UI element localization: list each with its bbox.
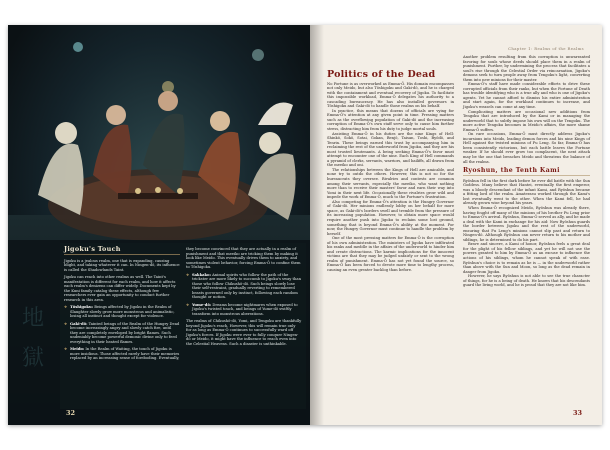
body-paragraph: Brave and sincere, a Kami of honor, Ryōshun feels a great deal for the plight of his fellow siblings, and yet he will not use the powers granted to him by Emma-Ō as an excuse to influence the actions of his siblings, whom he cannot speak of with ease. Ryōshun's choice is to remain as he is — in the underworld rather than above with the Sun and Moon, so long as the dead remain in danger from Jigoku. [463, 242, 590, 274]
text-column-right [463, 55, 590, 288]
sidebar-paragraph: The realms of Chikushō-dō, Yomi, and Tengoku are thankfully beyond Jigoku's reach. However, this will remain true only for as long as Emma-Ō continues to successfully ward off Jigoku's forces. If Jigoku were ever to fully conquer Ningen-dō or Meido, it might have the influence to reach even into the Celestial Heavens. Such a disaster is unthinkable. [186, 319, 302, 346]
right-page [310, 25, 602, 425]
body-paragraph: Another problem resulting from this corruption is unwarranted favoring for souls whose deeds should place them in a realm of punishment. Further, by undermining the process that facilitates a soul's rise through the Celestial Order via reincarnation, Jigoku's demons seek to turn people away from Tengoku's light, converting them into new minions for their master. [463, 55, 590, 82]
realm-bullet: ❖ Meido: In the Realm of Waiting, the touch of Jigoku is more insidious. Those affected rarely have their memories replaced by an increasing sense of foreboding. Eventually, [64, 347, 180, 361]
left-page [8, 25, 310, 425]
body-paragraph: When Emma-Ō recognized Meido, Ryōshun was already there, having fought off many of the minions of his brother Fu Leng prior to Emma-Ō's arrival. Ryōshun, Emma-Ō served as ally, and he made a deal with the Kami in exchange for his aid: Now Ryōshun guards the border between Jigoku and the rest of the underworld, ensuring that Fu Leng's minions cannot slip past and return to Ningen-dō. Although Ryōshun can never return to his mother and siblings, he is determined to do his part. [463, 205, 590, 242]
realm-list [186, 273, 302, 317]
body-paragraph: The relationships between the Kings of Hell are amicable, and none try to outdo the others. However, this is not so for the bureaucrats they oversee. Rivalries and contests are common among their servants, especially the meeiko, who want nothing more than to receive their masters' favor and earn their way into Yomi in their next life. Occasionally these rivalries grow wild and impede the work of Emma-Ō, much to the Fortune's frustration. [327, 167, 454, 200]
page-number-right: 33 [572, 409, 582, 417]
body-paragraph: Also competing for Emma-Ō's attention is the Hungry Governor of Gaki-dō. Her minions endlessly lobby on her behalf for more space, as Gaki-dō's borders swell and tremble from the pressure of its increasing population. However, to obtain more space would require another push into Jigoku to reclaim some lost ground, something that is beyond Emma-Ō's ability at the moment. For now, the Hungry Governor must continue to handle the problem by herself. [327, 199, 454, 236]
sidebar-column-2 [186, 247, 302, 407]
book-spread [8, 25, 602, 425]
realm-bullet: ❖ Gaki-dō: Tainted beings of the Realm of the Hungry Dead become increasingly angry and slowly catch fire, until they are completely enveloped by bright flames. Such undeniably become powerful demonic divine only to feed everything in their heated flames. [64, 322, 180, 345]
sidebar-paragraph: they become convinced that they are actually in a realm of punishment and that meeiko are tricking them by making it look like Meido. This eventually drives them to anxiety, and sometimes violent behavior, forcing Emma-Ō to confine them to Tōshigoku. [186, 247, 301, 269]
body-paragraph: However, he says Ryōshun is not able to see the true character of things, for he is a being of death. He knows that his descendants guard the living world, and he is proud that they are not like him. [463, 274, 590, 288]
body-paragraph: One of the most pressing matters for Emma-Ō is the corruption of his own administration. The ministers of Jigoku have infiltrated his ranks and meddle in the affairs of the underworld to hinder him and create distractions. The karmic implications for the innocent victims are that they may be judged unfairly or sent to the wrong realm of punishment. Emma-Ō has not yet found the source, so Emma-Ō has been forced to devote more time to lengthy process, causing an even greater backlog than before. [327, 236, 454, 272]
realm-bullet: ❖ Tōshigoku: Beings affected by Jigoku in the Realm of Slaughter slowly grow more monstrous and animalistic, losing all instinct and thought except for violence. [64, 305, 180, 319]
page-number-left: 32 [66, 409, 76, 417]
svg-text:獄: 獄 [22, 346, 45, 371]
sidebar-title: Jigoku's Touch [64, 247, 180, 255]
svg-text:地: 地 [22, 306, 45, 331]
body-paragraph: No Fortune is as overworked as Emma-Ō. His domain encompasses not only Meido, but also Tōshigoku and Gaki-dō, and he is charged with the containment and eventual recovery of Jigoku. To facilitate this impossible workload, Emma-Ō delegates his authority to a cascading bureaucracy. He has also installed governors in Tōshigoku and Gaki-dō to handle those realms on his behalf. [327, 81, 454, 109]
text-column-left [327, 55, 454, 273]
realm-list [64, 305, 180, 361]
body-paragraph: Ryōshun fell in the first dark before he ever did battle with the Sun Goddess. Many believe that Hantei, eventually the first emperor, was a bloody descendant of the infant Kami, and Ryōshun became a fitting lord of the realm. Amaterasu worked through the Kami's lost eventually went to the other. When the Kami fell, he had already grown wise beyond his years. [463, 178, 590, 206]
section-title: Politics of the Dead [327, 69, 436, 80]
realm-bullet: ❖ Sakkako: Animal spirits who follow the path of the trickster are more likely to succumb to Jigoku's sway than those who follow Chikushō-dō. Such beings slowly lose their self-restraint, gradually reverting to remembered beasts governed only by instinct, following each random thought or notion. [186, 273, 302, 300]
sidebar-column-1 [64, 247, 180, 407]
sidebar-paragraph: Jigoku is a jealous realm, one that is expanding, causing blight, and taking whatever it can. In Ningen-dō, its influence is called the Shadowlands Taint. [64, 258, 180, 272]
jigoku-sidebar [64, 247, 302, 407]
body-paragraph: In practice, this means that dozens of officials are vying for Emma-Ō's attention at any given point in time. Pressing matters such as the overflowing population of Gaki-dō and the increasing corruption of Emma-Ō's own staff serve only to cause him further stress, distracting him from his duty to judge mortal souls. [327, 108, 454, 132]
subsection-title: Ryoshun, the Tenth Kami [463, 169, 590, 176]
running-head: Chapter 1: Realms of the Realms [508, 46, 584, 51]
sidebar-paragraph: Jigoku can reach into other realms as well. The Taint's manifestation is different for each realm, and how it affects each realm's denizens can differ widely. Documents kept by the Kuni family catalog these effects, although few researchers ever gain an opportunity to conduct further research in this area. [64, 275, 176, 302]
realm-bullet: ❖ Yume-dō: Dreams become nightmares when exposed to Jigoku's twisted touch, and beings of Yume-dō swiftly transform into monstrous aberrations. [186, 303, 302, 317]
body-paragraph: On rare occasions, Emma-Ō must directly address Jigoku's incursions into Meido, leading demon forces and his nine Kings of Hell against the twisted minions of Fu Leng. So far, Emma-Ō has been consistently victorious, but each battle leaves the Fortune weaker. If he should ever grow too complacent, the next attack may be the one that breaches Meido and threatens the balance of all the realms. [463, 132, 590, 164]
body-paragraph: Assisting Emma-Ō in his duties are the nine Kings of Hell: Shinkō, Sokō, Sotai, Gokan, Benjō, Taisan, Toshi, Byōdō, and Tenrin. These beings earned this trust by accompanying him in reclaiming the rest of the underworld from Jigoku, and they are his most trusted lieutenants. A being seeking Emma-Ō's favor must attempt to encounter one of the nine. Each King of Hell commands a pyramid of clerks, servants, warriors, and bailiffs, all drawn from the meeiko and oni. [327, 131, 454, 168]
body-paragraph: Complicating matters are occasional new additions from Tengoku that are introduced by the Kami or in managing the underworld that to subtly impose his own will on the Tengoku. The more active Tengoku becomes in Meido's affairs, the more shame Emma-Ō suffers. [463, 109, 590, 132]
body-paragraph: Emma-Ō's staff have made considerable efforts to drive these corrupted officials from their ranks, but when the Fortune of Death has trouble identifying who is a true ally and who is one of Jigoku's agents. Yet he cannot afford to dismiss his entire administration and start again, for the workload continues to increase, and Jigoku's weasels can come at any time. [463, 82, 590, 110]
